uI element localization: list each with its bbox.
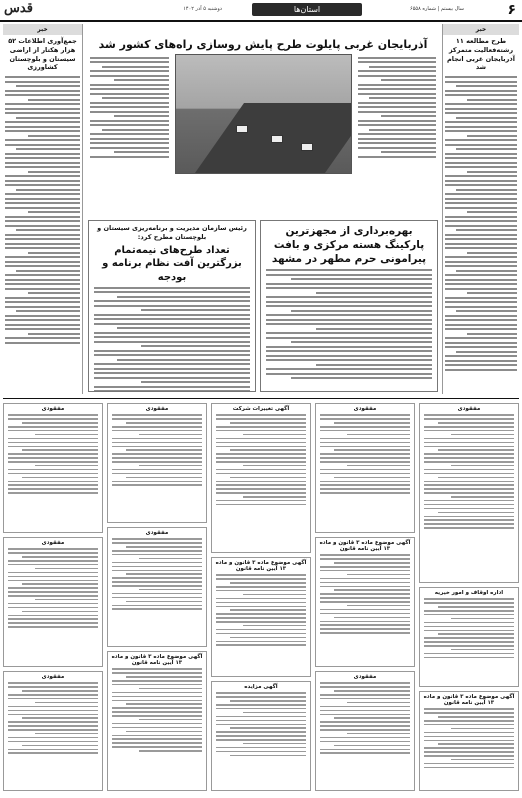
ad-title: مفقودی: [145, 530, 169, 536]
ad-block: [211, 557, 311, 677]
ad-block: [107, 651, 207, 791]
ad-title: آگهی موضوع ماده ۳ قانون و ماده ۱۳ آیین نامه قانون: [319, 540, 411, 552]
ad-block: [107, 527, 207, 647]
section-tab: استان‌ها: [252, 3, 362, 16]
center-area: [88, 24, 438, 394]
ad-title: آگهی موضوع ماده ۳ قانون و ماده ۱۳ آیین نامه قانون: [215, 560, 307, 572]
ad-block: [315, 537, 415, 667]
ad-block: [419, 403, 519, 583]
issue-date: دوشنبه ۵ آذر ۱۴۰۲: [183, 6, 222, 12]
page-number: ۶: [507, 2, 516, 18]
road-shape: [187, 103, 351, 174]
car-shape: [271, 135, 283, 143]
ad-block: [211, 681, 311, 791]
ad-block: [419, 691, 519, 791]
masthead: [0, 0, 522, 22]
car-shape: [301, 143, 313, 151]
ad-title: مفقودی: [41, 540, 65, 546]
ad-block: [419, 587, 519, 687]
story-mashhad-body: [266, 269, 432, 379]
ad-block: [107, 403, 207, 523]
ad-title: مفقودی: [41, 406, 65, 412]
ad-block: [211, 403, 311, 553]
story-mashhad-headline: بهره‌برداری از مجهزترین پارکینگ هسته مرکزی و بافت پیرامونی حرم مطهر در مشهد: [271, 225, 427, 266]
ad-title: آگهی موضوع ماده ۳ قانون و ماده ۱۳ آیین نامه قانون: [111, 654, 203, 666]
ad-title: مفقودی: [145, 406, 169, 412]
ad-title: آگهی موضوع ماده ۳ قانون و ماده ۱۳ آیین نامه قانون: [423, 694, 515, 706]
left-column-headline: جمع‌آوری اطلاعات ۵۲ هزار هکتار از اراضی سیستان و بلوچستان کشاورزی: [8, 37, 77, 72]
ad-block: [3, 403, 103, 533]
left-column-body: [5, 76, 80, 344]
ad-title: مفقودی: [457, 406, 481, 412]
car-shape: [236, 125, 248, 133]
road-photo: [175, 54, 352, 174]
story-sistan: [88, 220, 256, 392]
left-column: [3, 24, 83, 394]
story-sistan-body: [94, 287, 250, 392]
ad-block: [3, 537, 103, 667]
story-sistan-kicker: رئیس سازمان مدیریت و برنامه‌ریزی سیستان و بلوچستان مطرح کرد:: [97, 224, 247, 241]
ad-title: مفقودی: [353, 674, 377, 680]
main-story-text-right: [358, 54, 437, 174]
ad-title: مفقودی: [353, 406, 377, 412]
main-story-body: [88, 54, 438, 174]
logo: قدس: [4, 1, 33, 16]
main-headline: آذربایجان غربی پایلوت طرح پایش روسازی راه‌های کشور شد: [98, 38, 428, 51]
ad-title: آگهی مزایده: [244, 684, 278, 690]
edition-info: سال بیستم | شماره ۶۵۵۸: [410, 6, 464, 12]
right-column: [442, 24, 519, 394]
right-column-body: [445, 76, 517, 371]
right-column-label: خبر: [443, 24, 519, 35]
ad-block: [315, 671, 415, 791]
right-column-headline: طرح مطالعه ۱۱ رشته‌فعالیت متمرکز آذربایجان غربی انجام شد: [447, 37, 515, 72]
main-story-text-left: [90, 54, 169, 174]
story-sistan-headline: تعداد طرح‌های نیمه‌تمام بزرگترین آفت نظام برنامه و بودجه: [102, 244, 242, 283]
ad-title: آگهی تغییرات شرکت: [232, 406, 290, 412]
ad-block: [315, 403, 415, 533]
classified-ads: [3, 398, 519, 795]
ad-block: [3, 671, 103, 791]
ad-title: مفقودی: [41, 674, 65, 680]
story-mashhad: [260, 220, 438, 392]
ad-title: اداره اوقاف و امور خیریه: [434, 590, 504, 596]
left-column-label: خبر: [3, 24, 82, 35]
